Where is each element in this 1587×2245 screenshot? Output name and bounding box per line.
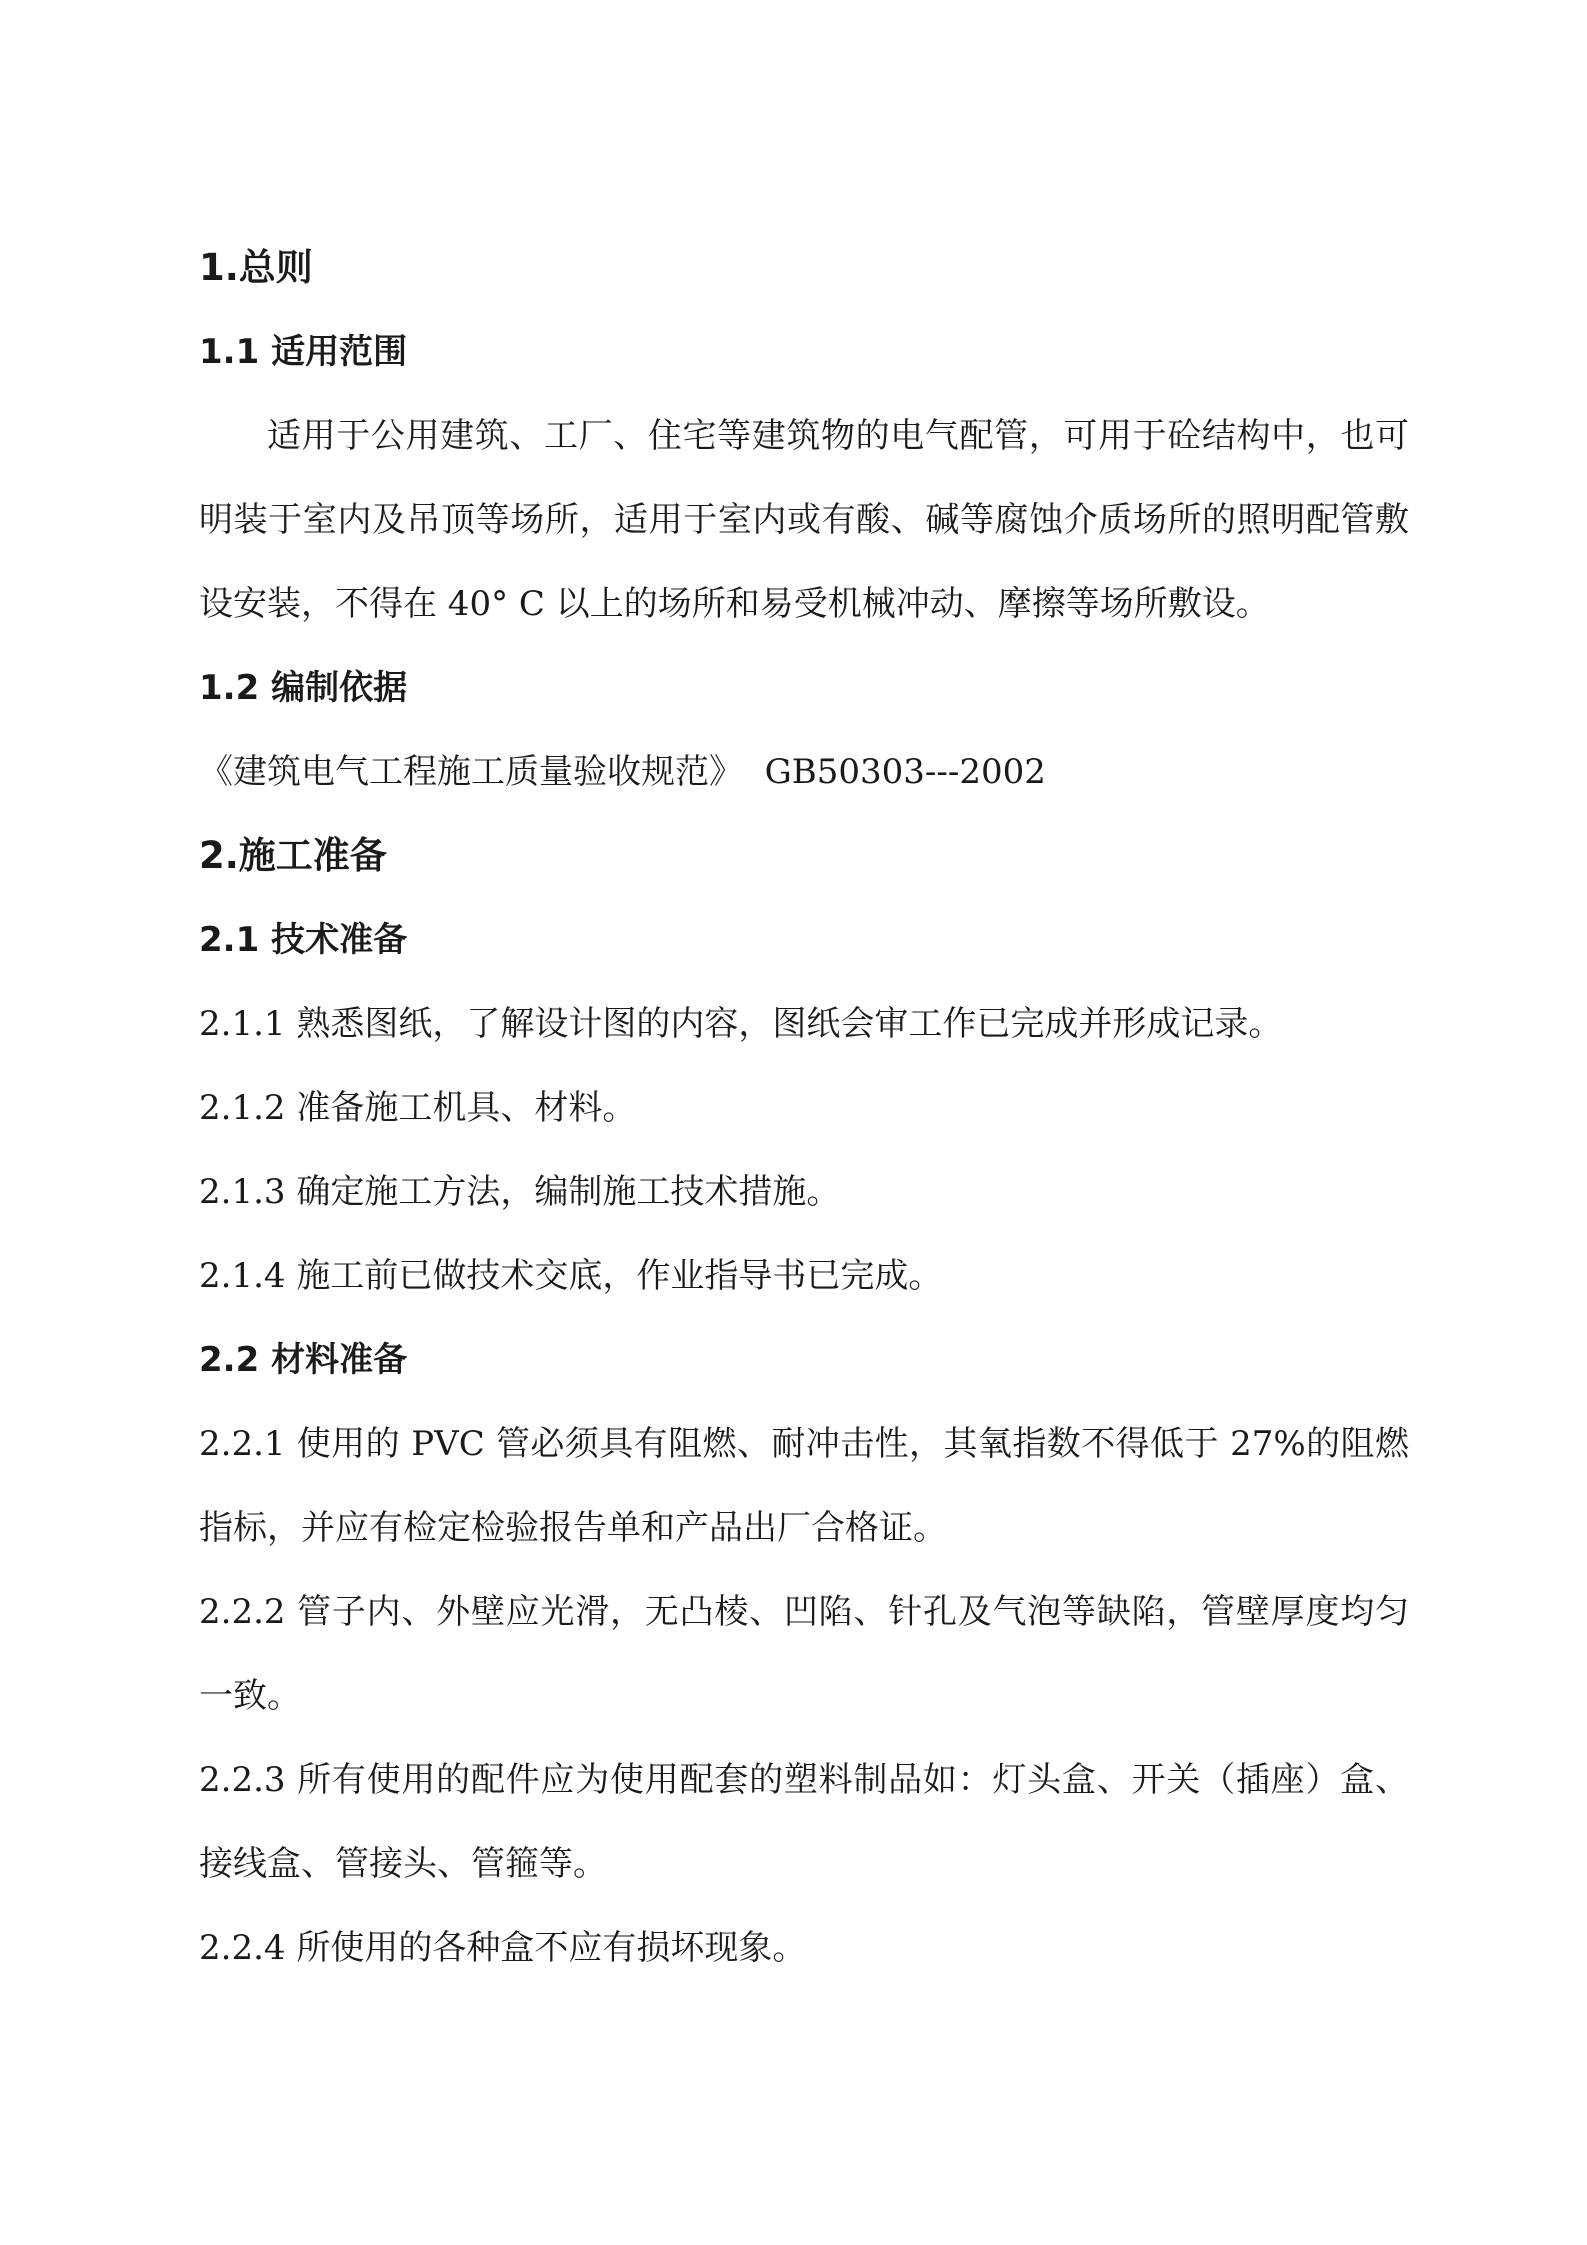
section-2-1-heading: 2.1 技术准备 bbox=[199, 920, 408, 960]
section-2-heading: 2.施工准备 bbox=[199, 834, 387, 877]
item-2-2-2: 2.2.2 管子内、外壁应光滑，无凸棱、凹陷、针孔及气泡等缺陷，管壁厚度均匀一致。 bbox=[199, 1592, 1409, 1716]
section-1-1-paragraph: 适用于公用建筑、工厂、住宅等建筑物的电气配管，可用于砼结构中，也可明装于室内及吊顶等场所，适用于室内或有酸、碱等腐蚀介质场所的照明配管敷设安装，不得在 40° C 以上的场所和易受机械冲动、摩擦等场所敷设。 bbox=[199, 416, 1409, 624]
item-2-2-4: 2.2.4 所使用的各种盒不应有损坏现象。 bbox=[199, 1928, 807, 1968]
section-1-1-heading: 1.1 适用范围 bbox=[199, 332, 408, 372]
item-2-1-1: 2.1.1 熟悉图纸，了解设计图的内容，图纸会审工作已完成并形成记录。 bbox=[199, 1004, 1283, 1044]
item-2-2-1: 2.2.1 使用的 PVC 管必须具有阻燃、耐冲击性，其氧指数不得低于 27%的阻燃指标，并应有检定检验报告单和产品出厂合格证。 bbox=[199, 1424, 1409, 1548]
item-2-1-3: 2.1.3 确定施工方法，编制施工技术措施。 bbox=[199, 1172, 841, 1212]
section-2-2-heading: 2.2 材料准备 bbox=[199, 1340, 408, 1380]
item-2-1-4: 2.1.4 施工前已做技术交底，作业指导书已完成。 bbox=[199, 1256, 943, 1296]
document-page bbox=[199, 226, 1409, 1990]
item-2-2-3: 2.2.3 所有使用的配件应为使用配套的塑料制品如：灯头盒、开关（插座）盒、接线盒、管接头、管箍等。 bbox=[199, 1760, 1409, 1884]
section-1-heading: 1.总则 bbox=[199, 246, 313, 289]
item-2-1-2: 2.1.2 准备施工机具、材料。 bbox=[199, 1088, 637, 1128]
section-1-2-paragraph: 《建筑电气工程施工质量验收规范》 GB50303---2002 bbox=[199, 752, 1046, 792]
section-1-2-heading: 1.2 编制依据 bbox=[199, 668, 408, 708]
